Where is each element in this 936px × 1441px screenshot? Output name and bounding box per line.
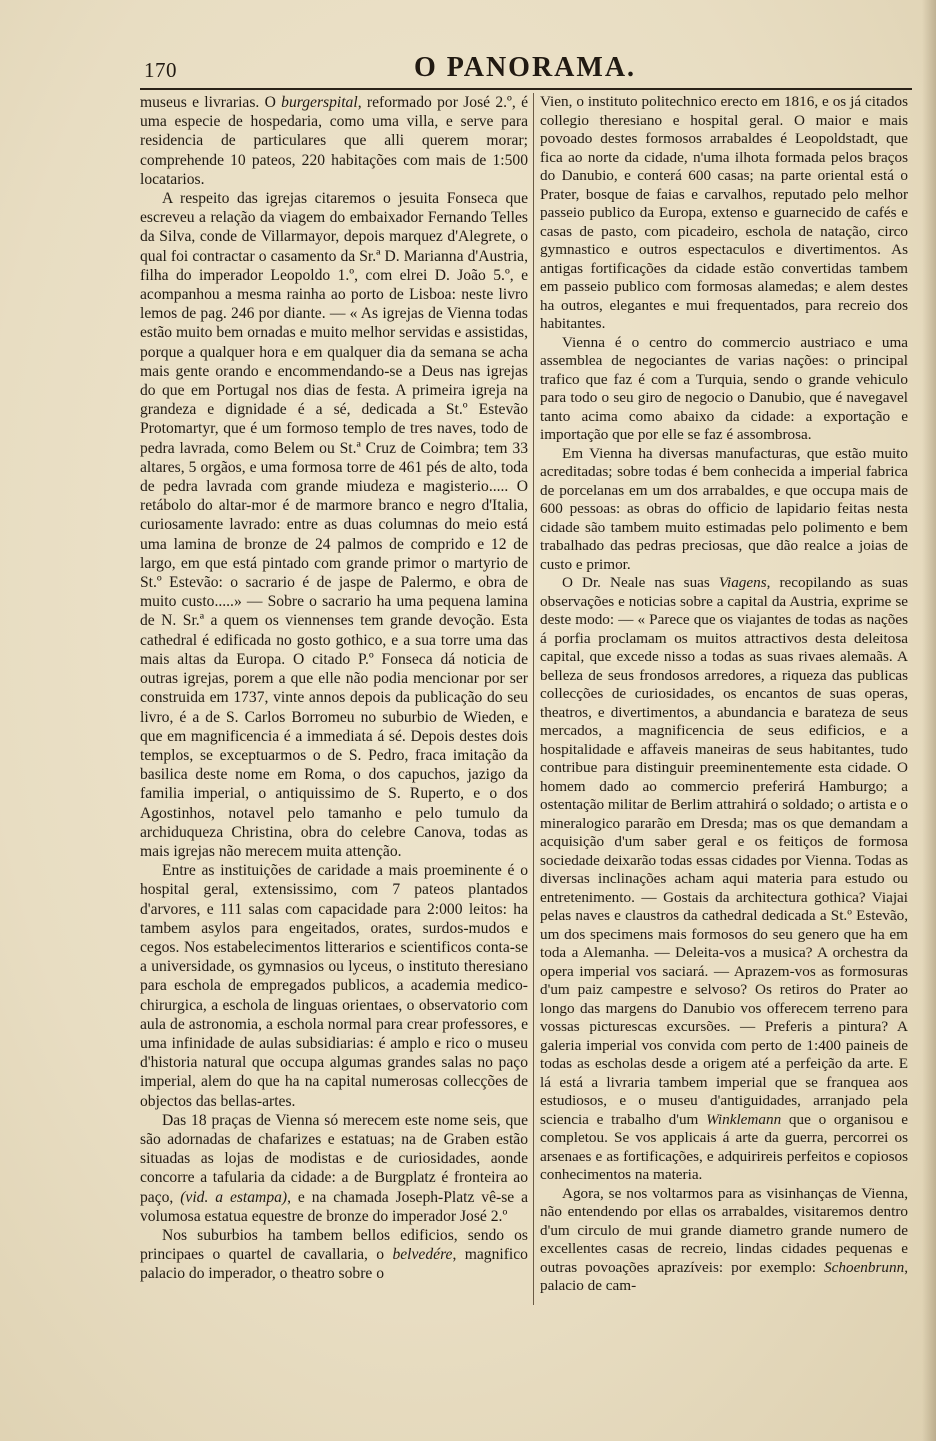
paragraph-text: que o organisou e completou. Se vos applicais á arte da guerra, percorrei os arsenaes e as fortificações, e adquirireis perfeitos e copiosos conhecimentos na materia.	[540, 1110, 908, 1183]
paragraph-text: , e na chamada Joseph-Platz vê-se a volumosa estatua equestre de bronze do imperador José 2.º	[140, 1188, 529, 1225]
paragraph-text: , reformado por José 2.º, é uma especie de hospedaria, como uma villa, e serve para residencia de particulares que alli querem morar; comprehende 10 pateos, 220 habitações com mais de 1:500 locatarios.	[140, 94, 529, 188]
paragraph	[540, 1185, 908, 1296]
italic-text: Schoenbrunn	[824, 1258, 905, 1276]
left-column	[140, 93, 528, 1284]
paragraph-text: Agora, se nos voltarmos para as visinhanças de Vienna, não entendendo por ellas os arrabaldes, visitaremos dentro d'um circulo de mui grande diametro grande numero de excellentes casas de recreio, lindas cidades pequenas e outras povoações aprazíveis: por exemplo:	[540, 1184, 908, 1276]
paragraph	[140, 1226, 528, 1284]
paragraph	[540, 334, 908, 445]
paragraph-text: , recopilando as suas observações e noticias sobre a capital da Austria, exprime se deste modo: — « Parece que os viajantes de todas as nações á porfia proclamam os muitos attractivos desta deleitosa capital, que excede nisso a todas as suas rivaes alemaãs. A belleza de seus frondosos arredores, a riqueza das publicas collecções de curiosidades, os encantos de suas operas, theatros, e divertimentos, a abundancia e barateza de seus mercados, a magnificencia de seus edificios, e a hospitalidade e affaveis maneiras de seus habitantes, tudo contribue para distinguir preeminentemente esta cidade. O homem dado ao commercio preferirá Hamburgo; a ostentação militar de Berlim attrahirá o soldado; o artista e o mineralogico pararão em Dresda; mas os que demandam a acquisição d'um saber geral e os feitiços de formosa sociedade deixarão todas essas cidades por Vienna. Todas as diversas inclinações acham aqui materia para estudo ou entretenimento. — Gostais da architectura gothica? Viajai pelas naves e claustros da cathedral dedicada a St.º Estevão, um dos specimens mais formosos do seu genero que ha em toda a Alemanha. — Deleita-vos a musica? A orchestra da opera imperial vos saciará. — Aprazem-vos as formosuras d'um paiz campestre e selvoso? Os retiros do Prater ao longo das margens do Danubio vos offerecem terreno para vossas picturescas excursões. — Preferis a pintura? A galeria imperial vos convida com perto de 1:400 paineis de todas as escholas desde a origem até a perfeição da arte. E lá está a livraria tambem imperial que se franquea aos estudiosos, e o museu d'antiguidades, arranjado pela sciencia e trabalho d'um	[540, 574, 908, 1128]
italic-text: Winklemann	[706, 1110, 782, 1128]
paragraph-text: , palacio de cam-	[540, 1258, 908, 1294]
paragraph	[540, 574, 908, 1185]
paragraph-text: Nos suburbios ha tambem bellos edificios, sendo os principaes o quartel de cavallaria, o	[140, 1226, 528, 1264]
paragraph	[140, 189, 528, 861]
italic-text: (vid. a estampa)	[180, 1188, 288, 1206]
paragraph	[140, 1111, 528, 1226]
paragraph-text: , magnifico palacio do imperador, o theatro sobre o	[140, 1246, 528, 1283]
italic-text: belvedére	[392, 1246, 453, 1264]
paragraph-text: Vienna é o centro do commercio austriaco e uma assemblea de negociantes de varias nações: o principal trafico que faz é com a Turquia, sendo o grande vehiculo para todo o seu giro de negocio o Danubio, que é navegavel tanto acima como abaixo da cidade: a exportação e importação que por elle se faz é assombrosa.	[540, 333, 908, 443]
paragraph	[140, 861, 528, 1111]
italic-text: burgerspital	[281, 94, 358, 111]
paragraph	[540, 445, 908, 575]
paragraph-text: Vien, o instituto politechnico erecto em 1816, e os já citados collegio theresiano e hospital geral. O maior e mais povoado destes formosos arrabaldes é Leopoldstadt, que fica ao norte da cidade, n'uma ilhota formada pelos braços do Danubio, e conterá 600 casas; na parte oriental está o Prater, bosque de faias e carvalhos, reputado pelo melhor passeio publico da Europa, extenso e guarnecido de cafés e casas de pasto, com picadeiro, eschola de natação, circo gymnastico e outros espectaculos e divertimentos. As antigas fortificações da cidade estão convertidas tambem em passeio publico com formosas alamedas; e alem destes ha outros, elegantes e mui frequentados, para recreio dos habitantes.	[540, 93, 908, 332]
journal-title: O PANORAMA.	[413, 52, 637, 83]
italic-text: Viagens	[718, 574, 767, 591]
column-divider	[533, 93, 534, 1305]
paragraph	[540, 93, 908, 334]
right-column	[540, 93, 908, 1296]
paragraph-text: Em Vienna ha diversas manufacturas, que estão muito acreditadas; sobre todas é bem conhecida a imperial fabrica de porcelanas em um dos arrabaldes, e que occupa mais de 600 pessoas: as obras do officio de lapidario feitas nesta cidade são tambem muito estimadas pelo polimento e bem trabalhado das pedras preciosas, que dão realce a joias de custo e primor.	[540, 444, 908, 573]
header-rule	[140, 88, 912, 90]
paragraph-text: Entre as instituições de caridade a mais proeminente é o hospital geral, extensissimo, com 7 pateos plantados d'arvores, e 111 salas com capacidade para 2:000 leitos: ha tambem asylos para engeitados, orates, surdos-mudos e cegos. Nos estabelecimentos litterarios e scientificos conta-se a universidade, os gymnasios ou lyceus, o instituto theresiano para eschola de empregados publicos, a academia medico-chirurgica, a eschola de linguas orientaes, o observatorio com aula de astronomia, a eschola normal para crear professores, e uma infinidade de aulas subsidiarias: é amplo e rico o museu d'historia natural que occupa algumas grandes salas no paço imperial, alem do que ha na capital numerosas collecções de objectos das bellas-artes.	[140, 862, 528, 1110]
page-number: 170	[144, 58, 177, 82]
paragraph-text: museus e livrarias. O	[140, 94, 282, 111]
paragraph-text: O Dr. Neale nas suas	[562, 574, 719, 591]
paragraph-text: Das 18 praças de Vienna só merecem este nome seis, que são adornadas de chafarizes e estatuas; na de Graben estão situadas as lojas de modistas e de curiosidades, aonde concorre a tafularia da cidade: a de Burgplatz é fronteira ao paço,	[140, 1111, 528, 1206]
page-edge-shadow	[922, 0, 936, 1441]
paragraph	[140, 93, 528, 189]
paragraph-text: A respeito das igrejas citaremos o jesuita Fonseca que escreveu a relação da viagem do embaixador Fernando Telles da Silva, conde de Villarmayor, depois marquez d'Alegrete, o qual foi contractar o casamento da Sr.ª D. Marianna d'Austria, filha do imperador Leopoldo 1.º, com elrei D. João 5.º, e acompanhou a mesma rainha ao porto de Lisboa: neste livro lemos de pag. 246 por diante. — « As igrejas de Vienna todas estão muito bem ornadas e muito melhor servidas e assistidas, porque a qualquer hora e em qualquer dia da semana se acha mais gente orando e encommendando-se a Deus nas igrejas do que em Portugal nos dias de festa. A primeira igreja na grandeza e dignidade é a sé, dedicada a St.º Estevão Protomartyr, que é um formoso templo de tres naves, todo de pedra lavrada, como Belem ou St.ª Cruz de Coimbra; tem 33 altares, 5 orgãos, e uma formosa torre de 461 pés de alto, toda de pedra lavrada com grande miudeza e magisterio..... O retábolo do altar-mor é de marmore branco e negro d'Italia, curiosamente lavrado: entre as duas columnas do meio está uma lamina de bronze de 24 palmos de comprido e 12 de largo, em que está pintado com grande primor o martyrio de St.º Estevão: o sacrario é de jaspe de Palermo, e obra de muito custo.....» — Sobre o sacrario ha uma pequena lamina de N. Sr.ª a quem os viennenses tem grande devoção. Esta cathedral é edificada no gosto gothico, e a sua torre uma das mais altas da Europa. O citado P.º Fonseca dá noticia de outras igrejas, porem a que elle não podia mencionar por ser construida em 1737, vinte annos depois da publicação do seu livro, é a de S. Carlos Borromeu no suburbio de Wieden, e que em magnificencia é a immediata á sé. Depois destes dois templos, se exceptuarmos o de S. Pedro, fraca imitação da basilica deste nome em Roma, o dos capuchos, jazigo da familia imperial, o antiquissimo de S. Ruperto, e o dos Agostinhos, notavel pelo tamanho e pelo tumulo da archiduqueza Christina, obra do celebre Canova, todas as mais igrejas não merecem muita attenção.	[140, 190, 528, 860]
page-header	[140, 48, 910, 88]
